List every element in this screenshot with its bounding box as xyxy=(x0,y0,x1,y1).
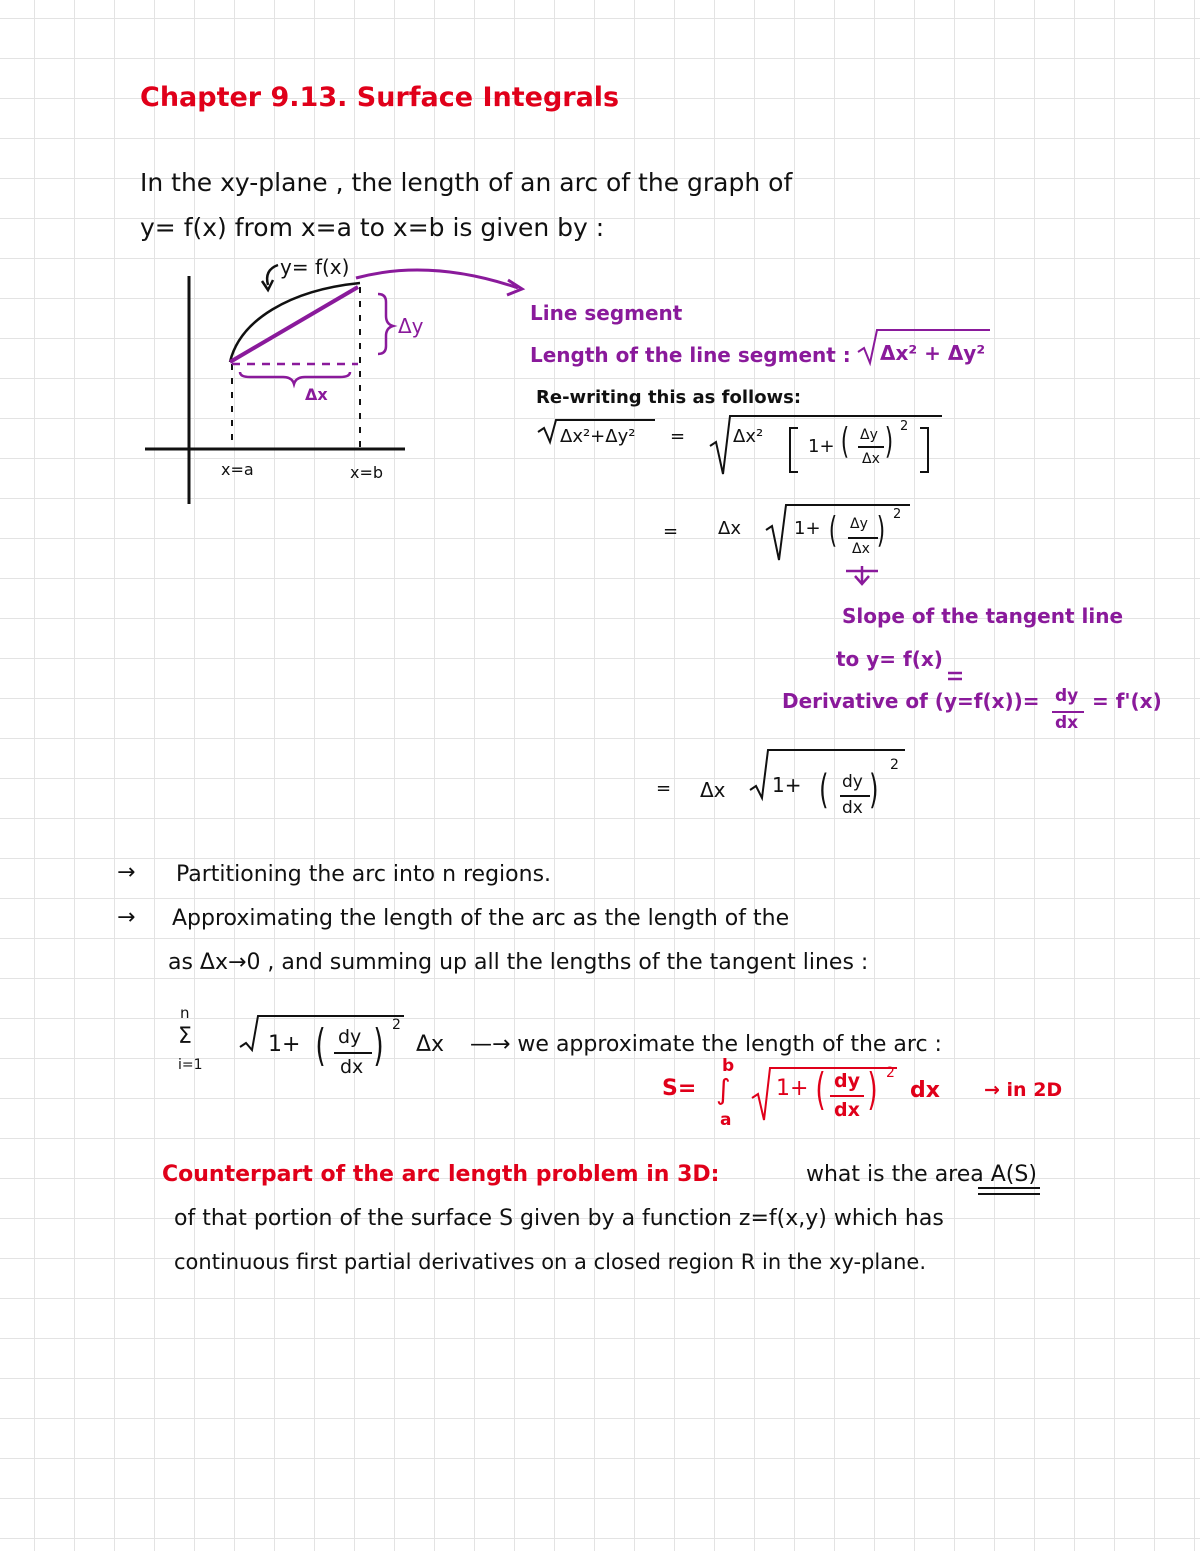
integral-paren-open: ( xyxy=(815,1064,826,1115)
bullet-2-line-2: as Δx→0 , and summing up all the lengths of the tangent lines : xyxy=(168,950,869,975)
sum-power: 2 xyxy=(392,1017,401,1033)
eq1-power: 2 xyxy=(900,419,909,434)
counterpart-red: Counterpart of the arc length problem in 3D: xyxy=(162,1162,720,1187)
integral-one-plus: 1+ xyxy=(776,1076,809,1101)
dy-brace xyxy=(378,294,393,354)
page-title: Chapter 9.13. Surface Integrals xyxy=(140,82,620,113)
deriv-eq: = f'(x) xyxy=(1092,689,1162,713)
line-segment-arrow xyxy=(356,270,518,288)
eq3-frac-num: dy xyxy=(842,772,863,792)
rewriting-note: Re-writing this as follows: xyxy=(536,387,802,408)
bullet-1: Partitioning the arc into n regions. xyxy=(176,862,552,887)
length-expr: Δx² + Δy² xyxy=(880,341,986,365)
dx-label: Δx xyxy=(305,385,328,404)
bullet-arrow-2: → xyxy=(117,905,136,930)
radical-rhs-2 xyxy=(766,505,910,560)
eq1-paren-close: ) xyxy=(884,421,894,462)
eq1-frac-num: Δy xyxy=(860,427,878,443)
dy-label: Δy xyxy=(398,314,424,338)
intro-line-1: In the xy-plane , the length of an arc of the graph of xyxy=(140,168,793,197)
dx-brace xyxy=(240,372,350,384)
eq3-dx: Δx xyxy=(700,778,726,802)
derivative-note: Derivative of (y=f(x))= xyxy=(782,689,1040,713)
lhs-expr: Δx²+Δy² xyxy=(560,426,636,447)
eq3-paren-open: ( xyxy=(819,767,829,813)
sum-frac-den: dx xyxy=(340,1056,364,1078)
counterpart-line-2: of that portion of the surface S given by a function z=f(x,y) which has xyxy=(174,1206,944,1231)
eq3-one-plus: 1+ xyxy=(772,773,802,797)
sum-paren-open: ( xyxy=(315,1020,326,1071)
bracket-right xyxy=(920,428,928,472)
sum-arrow-text: —→ we approximate the length of the arc : xyxy=(470,1032,942,1057)
integral-frac-den: dx xyxy=(834,1099,860,1121)
integral-upper: b xyxy=(722,1056,735,1076)
eq1-equals: = xyxy=(670,426,686,447)
bullet-arrow-1: → xyxy=(117,860,136,885)
integral-lower: a xyxy=(720,1110,732,1130)
eq2-frac-num: Δy xyxy=(850,516,868,532)
sum-dx: Δx xyxy=(416,1032,445,1057)
slope-note-2: to y= f(x) xyxy=(836,647,943,671)
integral-paren-close: ) xyxy=(867,1064,878,1115)
slope-note-1: Slope of the tangent line xyxy=(842,604,1124,628)
counterpart-question: what is the area A(S) xyxy=(806,1162,1037,1187)
curve-label-pointer xyxy=(262,265,278,290)
eq1-frac-den: Δx xyxy=(862,451,880,467)
length-label: Length of the line segment : xyxy=(530,343,851,367)
bracket-left xyxy=(790,428,798,472)
eq2-one-plus: 1+ xyxy=(794,518,821,539)
eq1-one-plus: 1+ xyxy=(808,436,835,457)
eq3-equals: = xyxy=(656,778,672,799)
integral-s-label: S= xyxy=(662,1076,697,1101)
sum-paren-close: ) xyxy=(373,1020,384,1071)
sum-frac-num: dy xyxy=(338,1026,362,1048)
deriv-num: dy xyxy=(1055,686,1079,706)
eq2-dx: Δx xyxy=(718,518,741,539)
eq3-frac-den: dx xyxy=(842,798,863,818)
eq3-paren-close: ) xyxy=(869,767,879,813)
integral-frac-num: dy xyxy=(834,1070,860,1092)
sum-one-plus: 1+ xyxy=(268,1032,301,1057)
eq2-paren-open: ( xyxy=(828,510,838,551)
eq1-paren-open: ( xyxy=(840,421,850,462)
eq1-dx2: Δx² xyxy=(733,426,764,447)
intro-line-2: y= f(x) from x=a to x=b is given by : xyxy=(140,213,605,242)
eq3-power: 2 xyxy=(890,757,899,773)
integral-power: 2 xyxy=(886,1065,895,1081)
curve-label: y= f(x) xyxy=(280,255,350,279)
xa-label: x=a xyxy=(221,460,254,479)
eq2-paren-close: ) xyxy=(876,510,886,551)
xb-label: x=b xyxy=(350,463,384,482)
integral-note: → in 2D xyxy=(984,1079,1063,1101)
integral-dx: dx xyxy=(910,1078,940,1103)
eq2-frac-den: Δx xyxy=(852,541,870,557)
bullet-2-line-1: Approximating the length of the arc as the length of the xyxy=(172,906,790,931)
eq2-power: 2 xyxy=(893,507,902,522)
deriv-den: dx xyxy=(1055,713,1079,733)
sum-bottom: i=1 xyxy=(178,1057,203,1073)
sum-top: n xyxy=(180,1004,190,1022)
counterpart-line-3: continuous first partial derivatives on a closed region R in the xy-plane. xyxy=(174,1250,926,1274)
sum-sigma: Σ xyxy=(178,1024,192,1049)
eq2-equals: = xyxy=(663,521,679,542)
integral-sign: ∫ xyxy=(716,1073,731,1106)
line-segment-note: Line segment xyxy=(530,301,683,325)
